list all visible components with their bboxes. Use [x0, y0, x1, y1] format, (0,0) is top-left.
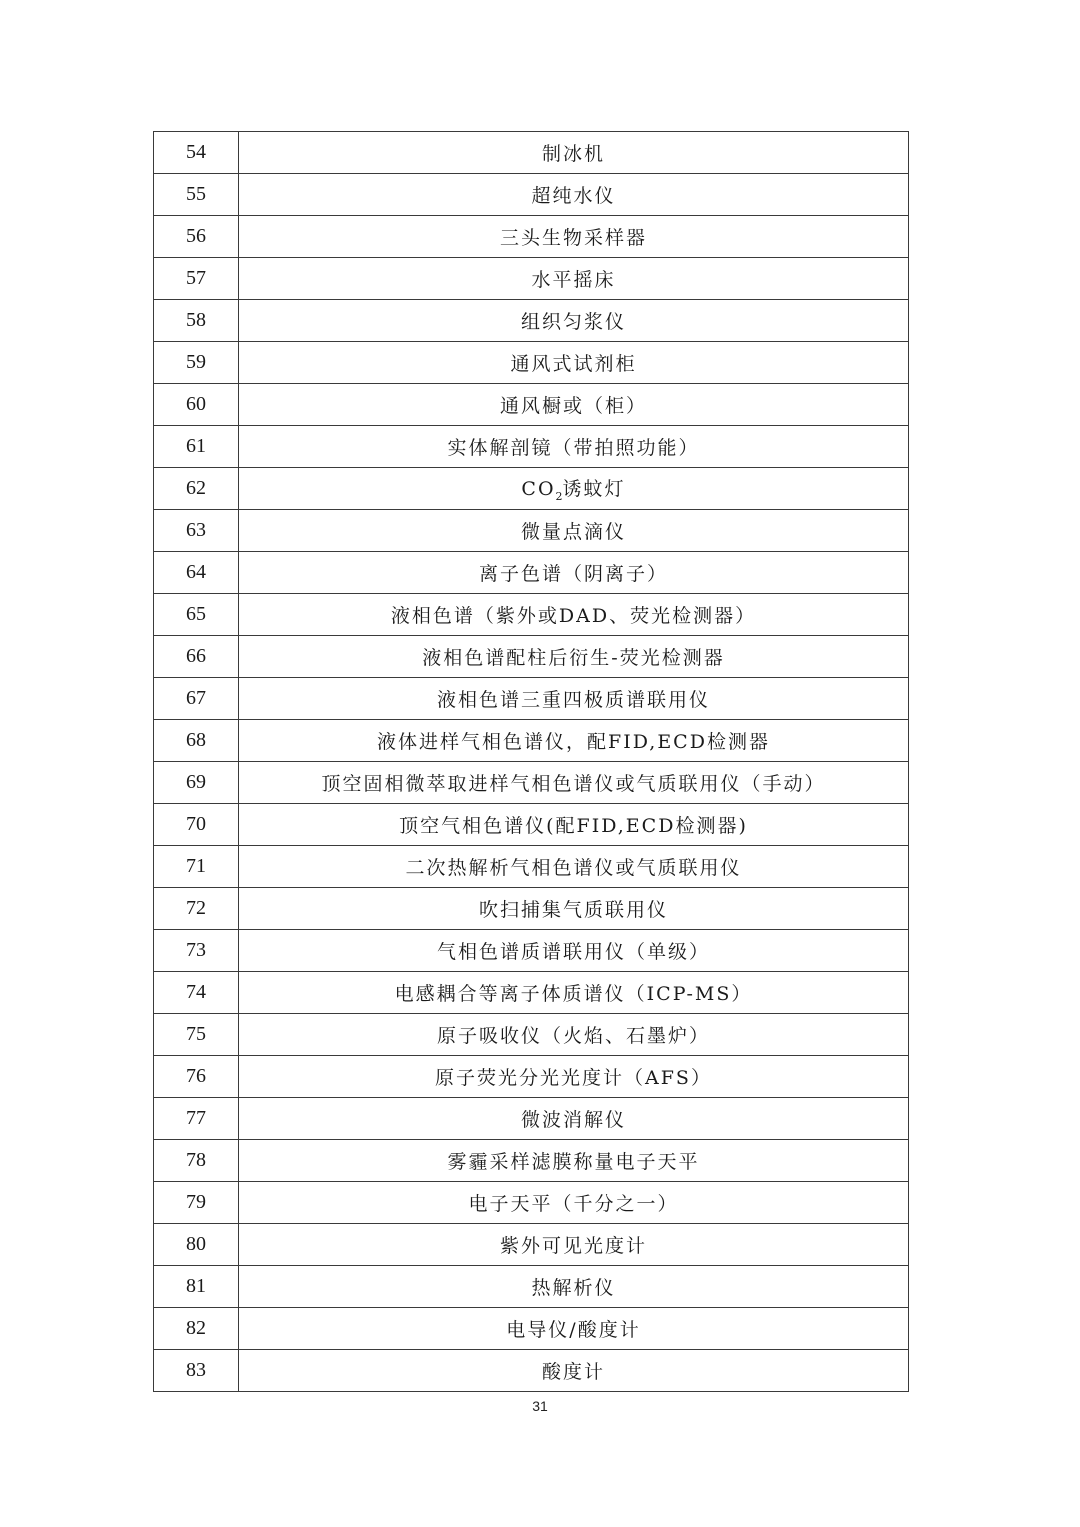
- table-row: [154, 300, 909, 342]
- equipment-name: 通风式试剂柜: [239, 342, 909, 384]
- equipment-name: 雾霾采样滤膜称量电子天平: [239, 1140, 909, 1182]
- table-row: [154, 216, 909, 258]
- row-number: 79: [154, 1182, 239, 1224]
- table-row: [154, 1308, 909, 1350]
- row-number: 72: [154, 888, 239, 930]
- table-row: [154, 804, 909, 846]
- equipment-name: 液体进样气相色谱仪，配FID,ECD检测器: [239, 720, 909, 762]
- equipment-name: 微量点滴仪: [239, 510, 909, 552]
- row-number: 54: [154, 132, 239, 174]
- equipment-name: 三头生物采样器: [239, 216, 909, 258]
- table-row: [154, 384, 909, 426]
- equipment-name: 原子吸收仪（火焰、石墨炉）: [239, 1014, 909, 1056]
- row-number: 75: [154, 1014, 239, 1056]
- table-row: [154, 678, 909, 720]
- equipment-table: [153, 131, 909, 1392]
- equipment-name: 二次热解析气相色谱仪或气质联用仪: [239, 846, 909, 888]
- table-row: [154, 258, 909, 300]
- equipment-name: 液相色谱配柱后衍生-荧光检测器: [239, 636, 909, 678]
- equipment-name: 水平摇床: [239, 258, 909, 300]
- equipment-name: 吹扫捕集气质联用仪: [239, 888, 909, 930]
- table-row: [154, 342, 909, 384]
- equipment-table-body: [154, 132, 909, 1392]
- table-row: [154, 762, 909, 804]
- table-row: [154, 426, 909, 468]
- page-number: 31: [532, 1398, 548, 1414]
- table-row: [154, 1056, 909, 1098]
- table-row: [154, 846, 909, 888]
- equipment-name-part: 诱蚊灯: [562, 478, 626, 501]
- row-number: 77: [154, 1098, 239, 1140]
- equipment-name: 电导仪/酸度计: [239, 1308, 909, 1350]
- row-number: 68: [154, 720, 239, 762]
- equipment-name: 热解析仪: [239, 1266, 909, 1308]
- row-number: 81: [154, 1266, 239, 1308]
- equipment-name: 离子色谱（阴离子）: [239, 552, 909, 594]
- row-number: 73: [154, 930, 239, 972]
- table-row: [154, 132, 909, 174]
- table-row: [154, 468, 909, 510]
- row-number: 59: [154, 342, 239, 384]
- row-number: 78: [154, 1140, 239, 1182]
- row-number: 64: [154, 552, 239, 594]
- row-number: 67: [154, 678, 239, 720]
- row-number: 55: [154, 174, 239, 216]
- table-row: [154, 594, 909, 636]
- equipment-name: 气相色谱质谱联用仪（单级）: [239, 930, 909, 972]
- equipment-name: 酸度计: [239, 1350, 909, 1392]
- row-number: 56: [154, 216, 239, 258]
- table-row: [154, 510, 909, 552]
- row-number: 63: [154, 510, 239, 552]
- equipment-name: 超纯水仪: [239, 174, 909, 216]
- row-number: 80: [154, 1224, 239, 1266]
- row-number: 60: [154, 384, 239, 426]
- row-number: 74: [154, 972, 239, 1014]
- row-number: 76: [154, 1056, 239, 1098]
- table-row: [154, 636, 909, 678]
- table-row: [154, 972, 909, 1014]
- equipment-name: 液相色谱三重四极质谱联用仪: [239, 678, 909, 720]
- table-row: [154, 888, 909, 930]
- table-row: [154, 174, 909, 216]
- row-number: 82: [154, 1308, 239, 1350]
- equipment-name: 顶空固相微萃取进样气相色谱仪或气质联用仪（手动）: [239, 762, 909, 804]
- equipment-name: [239, 468, 909, 510]
- table-row: [154, 552, 909, 594]
- equipment-name: 原子荧光分光光度计（AFS）: [239, 1056, 909, 1098]
- equipment-name: 顶空气相色谱仪(配FID,ECD检测器): [239, 804, 909, 846]
- equipment-name: 实体解剖镜（带拍照功能）: [239, 426, 909, 468]
- equipment-name: 紫外可见光度计: [239, 1224, 909, 1266]
- equipment-name: 通风橱或（柜）: [239, 384, 909, 426]
- row-number: 83: [154, 1350, 239, 1392]
- equipment-name-part: CO: [521, 478, 556, 501]
- table-row: [154, 1098, 909, 1140]
- row-number: 58: [154, 300, 239, 342]
- row-number: 66: [154, 636, 239, 678]
- row-number: 69: [154, 762, 239, 804]
- row-number: 57: [154, 258, 239, 300]
- table-row: [154, 1266, 909, 1308]
- row-number: 61: [154, 426, 239, 468]
- row-number: 65: [154, 594, 239, 636]
- table-row: [154, 1350, 909, 1392]
- equipment-name: 组织匀浆仪: [239, 300, 909, 342]
- table-row: [154, 1140, 909, 1182]
- table-row: [154, 930, 909, 972]
- table-row: [154, 1224, 909, 1266]
- equipment-name: 电子天平（千分之一）: [239, 1182, 909, 1224]
- equipment-name: 电感耦合等离子体质谱仪（ICP-MS）: [239, 972, 909, 1014]
- equipment-name: 液相色谱（紫外或DAD、荧光检测器）: [239, 594, 909, 636]
- equipment-name: 微波消解仪: [239, 1098, 909, 1140]
- row-number: 71: [154, 846, 239, 888]
- table-row: [154, 1182, 909, 1224]
- equipment-name: 制冰机: [239, 132, 909, 174]
- row-number: 70: [154, 804, 239, 846]
- equipment-name-subscript: 2: [555, 489, 563, 503]
- table-row: [154, 1014, 909, 1056]
- table-row: [154, 720, 909, 762]
- row-number: 62: [154, 468, 239, 510]
